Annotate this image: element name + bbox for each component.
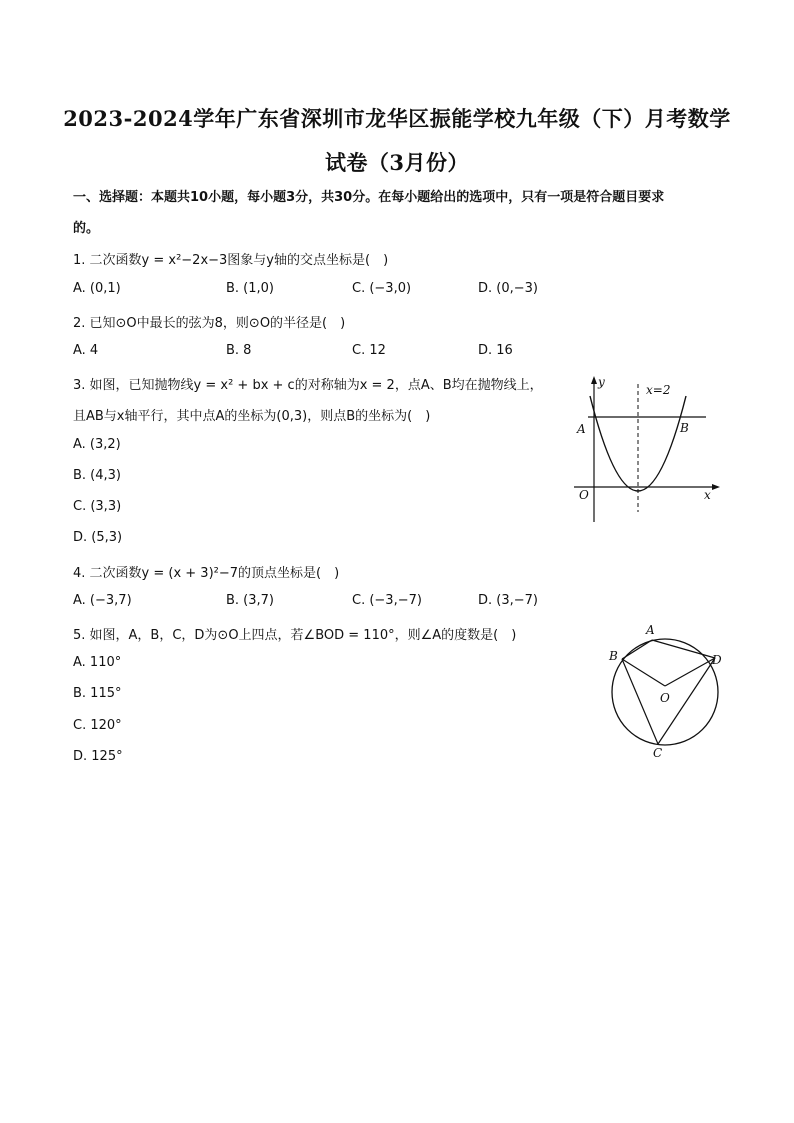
- chord-bc: [622, 659, 658, 744]
- question-4-option-a: A. (−3,7): [73, 593, 132, 608]
- radius-od: [665, 658, 715, 686]
- question-3-option-a: A. (3,2): [73, 437, 121, 452]
- question-1-option-d: D. (0,−3): [478, 281, 538, 296]
- point-a-label: A: [577, 422, 586, 436]
- question-2-option-d: D. 16: [478, 343, 513, 358]
- question-1-option-c: C. (−3,0): [352, 281, 412, 296]
- question-3-stem-cont: 且AB与x轴平行，其中点A的坐标为(0,3)，则点B的坐标为( ): [73, 409, 431, 424]
- point-c-label: C: [653, 746, 663, 760]
- section-header: 一、选择题：本题共10小题，每小题3分，共30分。在每小题给出的选项中，只有一项是符合题目要求: [73, 190, 665, 205]
- question-5-option-a: A. 110°: [73, 655, 122, 670]
- question-2-stem: 2. 已知⊙O中最长的弦为8，则⊙O的半径是( ): [73, 316, 346, 331]
- page-title: 2023-2024学年广东省深圳市龙华区振能学校九年级（下）月考数学: [63, 106, 731, 131]
- origin-label: O: [579, 488, 589, 502]
- parabola-figure: [568, 372, 728, 527]
- question-5-option-d: D. 125°: [73, 749, 123, 764]
- x-axis-label: x: [704, 488, 711, 502]
- question-2-option-c: C. 12: [352, 343, 386, 358]
- question-4-option-c: C. (−3,−7): [352, 593, 422, 608]
- question-3-option-d: D. (5,3): [73, 530, 123, 545]
- question-3-stem: 3. 如图，已知抛物线y = x² + bx + c的对称轴为x = 2，点A、B均在抛物线上，: [73, 378, 543, 393]
- question-2-option-a: A. 4: [73, 343, 99, 358]
- section-header-cont: 的。: [73, 221, 100, 236]
- y-axis-arrow: [591, 376, 597, 384]
- question-4-stem: 4. 二次函数y = (x + 3)²−7的顶点坐标是( ): [73, 566, 340, 581]
- center-o-label: O: [660, 691, 670, 705]
- chord-ba: [622, 640, 652, 659]
- point-a-label: A: [646, 623, 655, 637]
- question-4-option-d: D. (3,−7): [478, 593, 538, 608]
- circle-figure: [600, 620, 730, 760]
- question-4-option-b: B. (3,7): [226, 593, 275, 608]
- question-5-option-c: C. 120°: [73, 718, 122, 733]
- question-5-option-b: B. 115°: [73, 686, 122, 701]
- question-5-stem: 5. 如图，A，B，C，D为⊙O上四点，若∠BOD = 110°，则∠A的度数是( ): [73, 628, 517, 643]
- radius-ob: [622, 659, 665, 686]
- question-2-option-b: B. 8: [226, 343, 252, 358]
- question-1-option-a: A. (0,1): [73, 281, 121, 296]
- question-1-stem: 1. 二次函数y = x²−2x−3图象与y轴的交点坐标是( ): [73, 253, 389, 268]
- symmetry-label: x=2: [646, 383, 671, 397]
- question-3-option-b: B. (4,3): [73, 468, 122, 483]
- question-3-option-c: C. (3,3): [73, 499, 122, 514]
- x-axis-arrow: [712, 484, 720, 490]
- point-b-label: B: [680, 421, 689, 435]
- point-d-label: D: [712, 653, 722, 667]
- y-axis-label: y: [598, 375, 605, 389]
- page-title-line2: 试卷（3月份）: [324, 150, 470, 175]
- point-b-label: B: [609, 649, 618, 663]
- question-1-option-b: B. (1,0): [226, 281, 275, 296]
